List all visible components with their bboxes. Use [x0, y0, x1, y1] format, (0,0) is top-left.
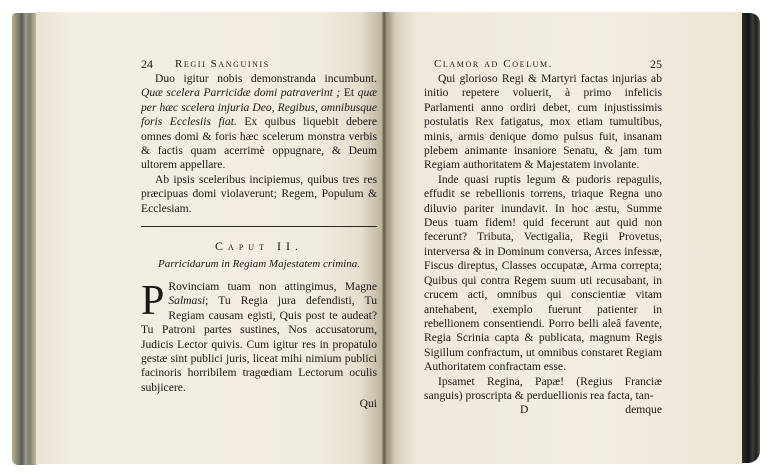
page-number: 24 [141, 57, 153, 71]
page-block-right-edge [742, 13, 760, 463]
running-head-left [141, 57, 377, 72]
paragraph: Ipsamet Regina, Papæ! (Regius Franciæ sanguis) proscripta & perduellionis rea facta, tan- [424, 374, 662, 402]
left-page-text [141, 57, 377, 412]
page-number: 25 [650, 57, 662, 71]
text-span: Et [340, 86, 358, 100]
paragraph: Ab ipsis sceleribus incipiemus, quibus tres res præcipuas domi violaverunt; Regem, Populum & Ecclesiam. [141, 172, 377, 215]
drop-cap: P [141, 277, 165, 324]
text-span: Rovinciam tuam non attingimus, Magne [168, 279, 377, 293]
footer-line [424, 403, 662, 417]
paragraph: Inde quasi ruptis legum & pudoris repagulis, effudit se rebellionis torrens, triaque Regna uno diluvio pariter inundavit. In hoc æstu, Summe Deus tuam fidem! quid fecerunt aut quid non fecerunt? Tributa, Vectigalia, Regii Provetus, interversa & in Dominum conversa, Arces infessæ, Fiscus direptus, Classes occupatæ, Arma correpta; Quibus qui contra Regem suum uti recusabant, in crucem acti, omnibus qui conscientiæ vitam antehabent, exemplo fuerunt patienter in rebellionem consentiendi. Porro belli aleâ favente, Regia Scrinia capta & publicata, magnum Regis Sigillum confractum, ut omnibus constaret Regiam Authoritatem confractam esse. [424, 172, 662, 374]
chapter-heading: Caput II. [215, 239, 303, 254]
horizontal-rule [141, 226, 377, 227]
book-gutter [381, 12, 387, 464]
catchword: Qui [359, 397, 377, 411]
text-span: Ex quibus liquebit debere omnes domi & foris hæc scelerum monstra verbis & factis quam acerrimè oppugnare, & Deum ultorem appellare. [141, 115, 377, 172]
signature-mark: D [520, 403, 529, 417]
text-span: Duo igitur nobis demonstranda incumbunt. [155, 72, 377, 85]
chapter-subtitle: Parricidarum in Regiam Majestatem crimina. [158, 258, 360, 271]
page-block-left-edge [12, 13, 37, 465]
running-head-right [424, 57, 662, 72]
text-span: ; Tu Regia jura defendisti, Tu Regiam causam egisti, Quis post te audeat? Tu Patroni partes sustines, Nos accusatorum, Judicis Lector quivis. Cum igitur res in propatulo gestæ sint publici juris, liceat mihi nimium publici facinoris horribilem tragœdiam Lectorum oculis subjicere. [141, 294, 377, 394]
catchword: demque [625, 403, 662, 417]
paragraph [141, 72, 377, 173]
italic-span: Salmasi [168, 294, 206, 308]
italic-span: Quæ scelera Parricidæ domi patraverint ; [141, 86, 341, 100]
running-head-title: Regii Sanguinis [175, 58, 270, 70]
paragraph: Qui glorioso Regi & Martyri factas injurias ab initio repetere voluerit, à primo infelicis Parlamenti anno ordiri debet, cum injustissimis postulatis Rex fatigatus, mox etiam tumultibus, minis, armis denique domo pulsus fuit, insanam plebem animante insaniore Senatu, & jam tum Regiam authoritatem & Majestatem involante. [424, 72, 662, 172]
running-head-title: Clamor ad Coelum. [434, 58, 554, 70]
right-page-text [424, 57, 662, 418]
paragraph [141, 277, 377, 395]
italic-span: quæ per hæc scelera injuria Deo, Regibus, omnibusque foris Ecclesiis fiat. [141, 86, 377, 129]
